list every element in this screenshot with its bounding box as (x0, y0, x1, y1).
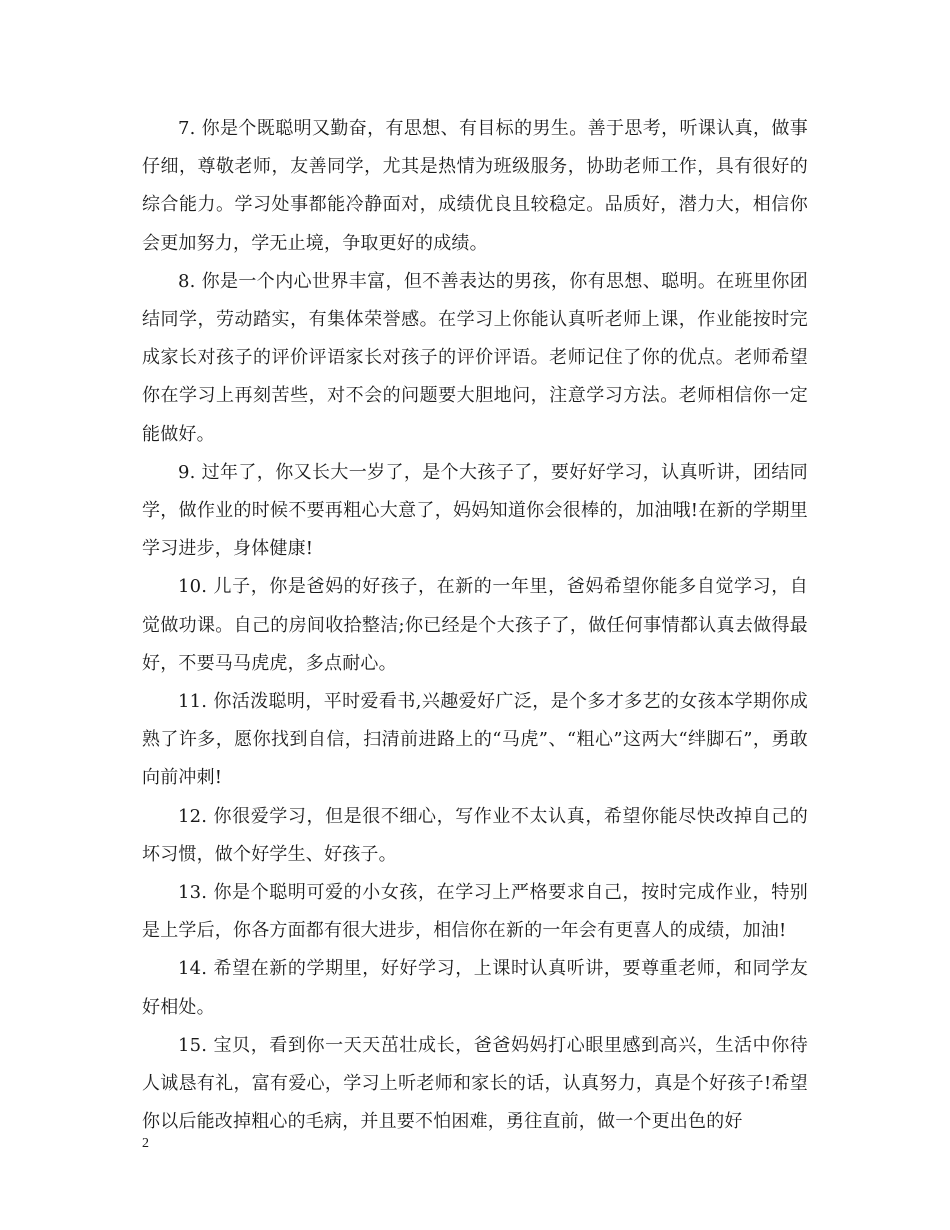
paragraph-14: 14. 希望在新的学期里，好好学习，上课时认真听讲，要尊重老师，和同学友好相处。 (142, 958, 808, 1018)
page-number: 2 (142, 1136, 149, 1151)
paragraph-10: 10. 儿子，你是爸妈的好孩子，在新的一年里，爸妈希望你能多自觉学习，自觉做功课。自己的房间收拾整洁;你已经是个大孩子了，做任何事情都认真去做得最好，不要马马虎虎，多点耐心。 (142, 576, 808, 674)
paragraph-12: 12. 你很爱学习，但是很不细心，写作业不太认真，希望你能尽快改掉自己的坏习惯，做个好学生、好孩子。 (142, 805, 808, 865)
paragraph-11: 11. 你活泼聪明，平时爱看书,兴趣爱好广泛，是个多才多艺的女孩本学期你成熟了许多，愿你找到自信，扫清前进路上的“马虎”、“粗心”这两大“绊脚石”，勇敢向前冲刺! (142, 691, 808, 789)
paragraph-13: 13. 你是个聪明可爱的小女孩，在学习上严格要求自己，按时完成作业，特别是上学后，你各方面都有很大进步，相信你在新的一年会有更喜人的成绩，加油! (142, 882, 808, 942)
paragraph-7: 7. 你是个既聪明又勤奋，有思想、有目标的男生。善于思考，听课认真，做事仔细，尊敬老师，友善同学，尤其是热情为班级服务，协助老师工作，具有很好的综合能力。学习处事都能冷静面对，成绩优良且较稳定。品质好，潜力大，相信你会更加努力，学无止境，争取更好的成绩。 (142, 118, 808, 254)
paragraph-15: 15. 宝贝，看到你一天天茁壮成长，爸爸妈妈打心眼里感到高兴，生活中你待人诚恳有礼，富有爱心，学习上听老师和家长的话，认真努力，真是个好孩子!希望你以后能改掉粗心的毛病，并且要不怕困难，勇往直前，做一个更出色的好 (142, 1034, 808, 1133)
document-body (142, 110, 808, 1141)
paragraph-9: 9. 过年了，你又长大一岁了，是个大孩子了，要好好学习，认真听讲，团结同学，做作业的时候不要再粗心大意了，妈妈知道你会很棒的，加油哦!在新的学期里学习进步，身体健康! (142, 461, 808, 560)
paragraph-8: 8. 你是一个内心世界丰富，但不善表达的男孩，你有思想、聪明。在班里你团结同学，劳动踏实，有集体荣誉感。在学习上你能认真听老师上课，作业能按时完成家长对孩子的评价评语家长对孩子的评价评语。老师记住了你的优点。老师希望你在学习上再刻苦些，对不会的问题要大胆地问，注意学习方法。老师相信你一定能做好。 (142, 270, 808, 445)
